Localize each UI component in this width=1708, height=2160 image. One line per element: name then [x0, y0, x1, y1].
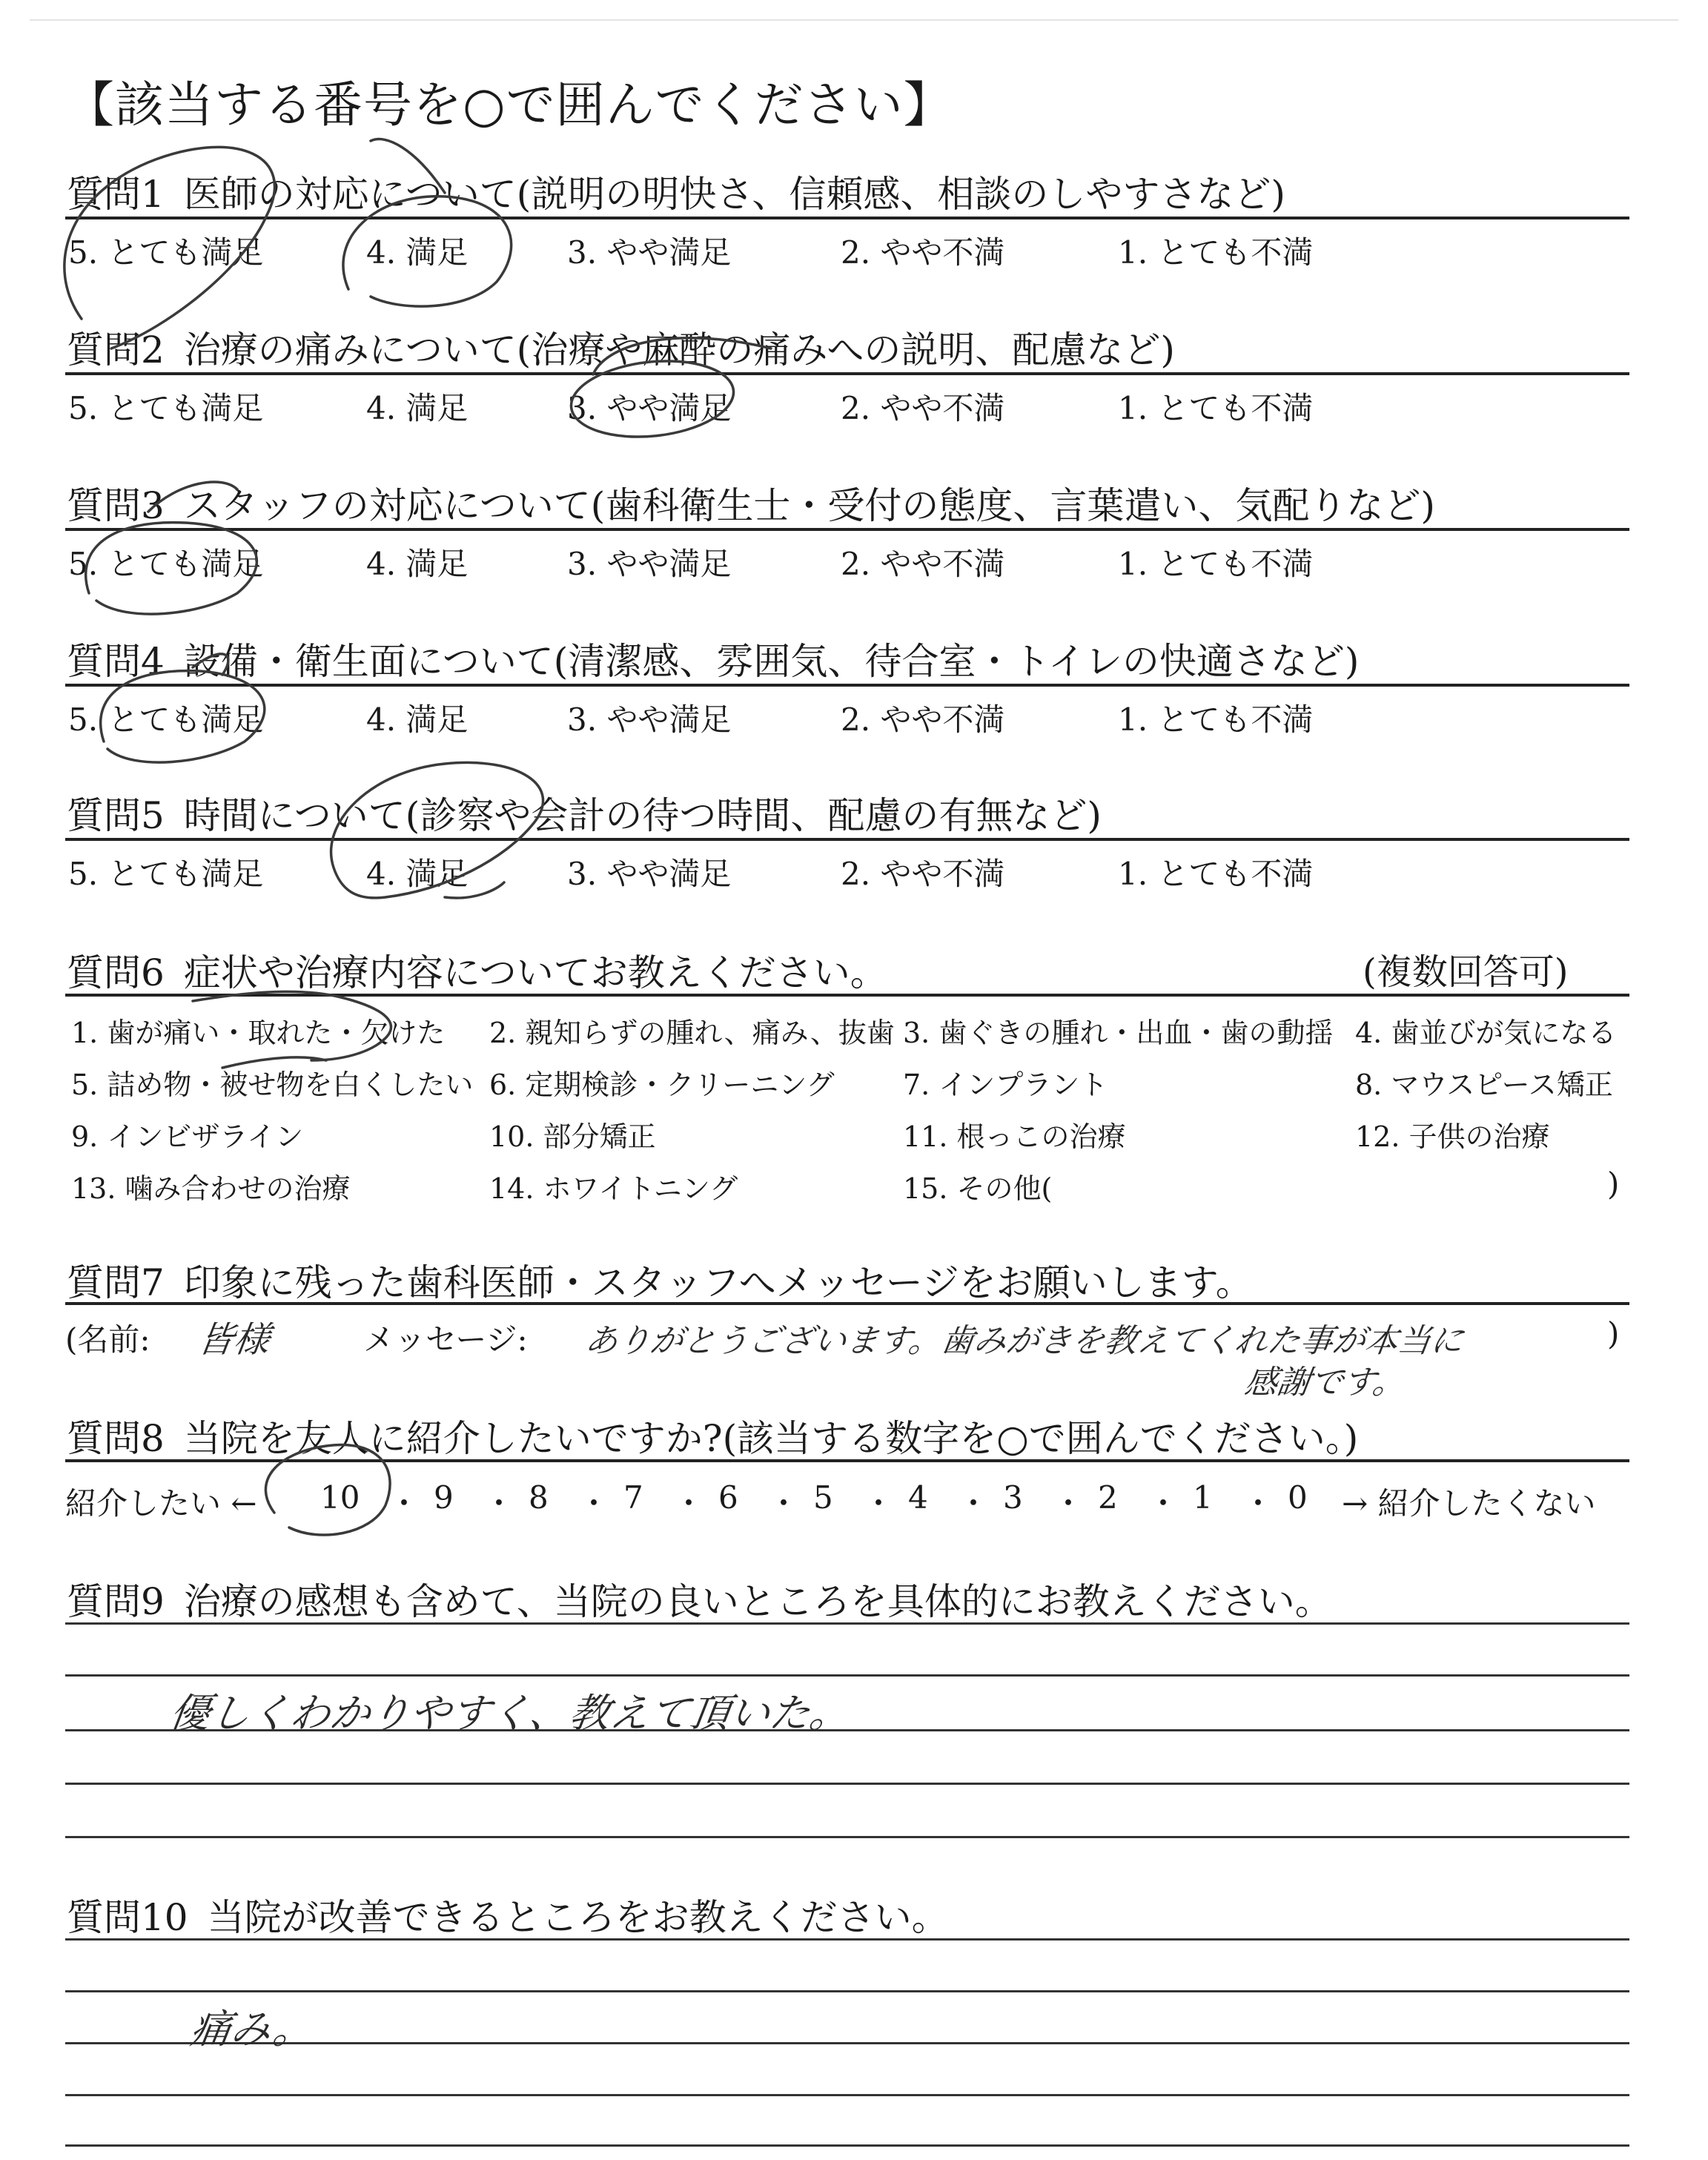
- scale-separator: ・: [958, 1485, 990, 1522]
- question-2-text: 治療の痛みについて(治療や麻酔の痛みへの説明、配慮など): [183, 328, 1175, 371]
- scale-0[interactable]: 0: [1288, 1479, 1308, 1516]
- q6-item-4[interactable]: 4. 歯並びが気になる: [1355, 1017, 1617, 1049]
- q3-option-1[interactable]: 1. とても不満: [1118, 546, 1314, 582]
- q1-option-1[interactable]: 1. とても不満: [1118, 234, 1314, 271]
- q9-answer-line: [65, 1783, 1629, 1785]
- q1-option-4[interactable]: 4. 満足: [366, 234, 469, 271]
- q2-option-1[interactable]: 1. とても不満: [1118, 390, 1314, 426]
- question-10-number: 質問10: [67, 1896, 188, 1939]
- q10-answer-line: [65, 2094, 1629, 2096]
- q6-item-2[interactable]: 2. 親知らずの腫れ、痛み、抜歯: [489, 1017, 895, 1049]
- message-value-line-1[interactable]: ありがとうございます。歯みがきを教えてくれた事が本当に: [582, 1322, 1466, 1360]
- question-9-text: 治療の感想も含めて、当院の良いところを具体的にお教えください。: [183, 1580, 1332, 1623]
- question-1-heading: [67, 165, 1285, 218]
- q6-item-10[interactable]: 10. 部分矯正: [489, 1120, 656, 1153]
- question-4-text: 設備・衛生面について(清潔感、雰囲気、待合室・トイレの快適さなど): [183, 640, 1360, 683]
- q5-option-2[interactable]: 2. やや不満: [841, 856, 1005, 892]
- q5-option-4[interactable]: 4. 満足: [366, 856, 469, 892]
- question-5-rule: [65, 838, 1629, 841]
- scale-1[interactable]: 1: [1193, 1479, 1213, 1516]
- question-2-number: 質問2: [67, 328, 165, 371]
- q9-answer-line: [65, 1836, 1629, 1838]
- question-7-text: 印象に残った歯科医師・スタッフへメッセージをお願いします。: [183, 1261, 1253, 1304]
- question-6-rule: [65, 994, 1629, 997]
- question-6-heading: [67, 943, 887, 997]
- scale-separator: ・: [863, 1485, 895, 1522]
- q10-answer-line: [65, 2144, 1629, 2147]
- question-3-number: 質問3: [67, 484, 165, 527]
- q6-item-12[interactable]: 12. 子供の治療: [1355, 1120, 1550, 1153]
- q1-option-2[interactable]: 2. やや不満: [841, 234, 1005, 271]
- q1-option-5[interactable]: 5. とても満足: [68, 234, 264, 271]
- q6-item-3[interactable]: 3. 歯ぐきの腫れ・出血・歯の動揺: [903, 1017, 1334, 1049]
- question-2-heading: [67, 320, 1175, 374]
- question-9-heading: [67, 1572, 1332, 1625]
- q3-option-3[interactable]: 3. やや満足: [567, 546, 732, 582]
- q10-answer-line: [65, 1938, 1629, 1941]
- q6-item-11[interactable]: 11. 根っこの治療: [903, 1120, 1126, 1153]
- scale-7[interactable]: 7: [623, 1479, 643, 1516]
- q9-answer[interactable]: 優しくわかりやすく、教えて頂いた。: [167, 1690, 853, 1737]
- question-5-text: 時間について(診察や会計の待つ時間、配慮の有無など): [183, 794, 1102, 837]
- question-8-heading: [67, 1409, 1358, 1462]
- q2-option-4[interactable]: 4. 満足: [366, 390, 469, 426]
- q5-option-1[interactable]: 1. とても不満: [1118, 856, 1314, 892]
- scale-separator: ・: [1242, 1485, 1274, 1522]
- page-title: 【該当する番号を○で囲んでください】: [65, 76, 953, 133]
- q5-option-3[interactable]: 3. やや満足: [567, 856, 732, 892]
- question-2-rule: [65, 372, 1629, 375]
- q6-other-close: ): [1607, 1166, 1620, 1202]
- scale-10[interactable]: 10: [320, 1479, 360, 1516]
- scale-2[interactable]: 2: [1098, 1479, 1118, 1516]
- question-4-rule: [65, 684, 1629, 687]
- name-label: (名前:: [65, 1321, 150, 1358]
- question-10-text: 当院が改善できるところをお教えください。: [207, 1896, 949, 1939]
- scale-separator: ・: [1053, 1485, 1085, 1522]
- q6-item-9[interactable]: 9. インビザライン: [71, 1120, 304, 1153]
- scale-separator: ・: [483, 1485, 515, 1522]
- question-8-number: 質問8: [67, 1417, 165, 1460]
- question-1-text: 医師の対応について(説明の明快さ、信頼感、相談のしやすさなど): [183, 173, 1285, 216]
- q3-option-5[interactable]: 5. とても満足: [68, 546, 264, 582]
- scale-3[interactable]: 3: [1003, 1479, 1023, 1516]
- scale-9[interactable]: 9: [434, 1479, 454, 1516]
- question-5-heading: [67, 786, 1102, 839]
- scale-separator: ・: [768, 1485, 800, 1522]
- question-4-heading: [67, 632, 1359, 685]
- scale-8[interactable]: 8: [529, 1479, 549, 1516]
- q6-item-1[interactable]: 1. 歯が痛い・取れた・欠けた: [71, 1017, 446, 1049]
- q9-answer-line: [65, 1674, 1629, 1677]
- question-8-rule: [65, 1459, 1629, 1462]
- question-8-text: 当院を友人に紹介したいですか?(該当する数字を○で囲んでください。): [183, 1417, 1359, 1460]
- q6-item-13[interactable]: 13. 噛み合わせの治療: [71, 1172, 351, 1205]
- q6-item-5[interactable]: 5. 詰め物・被せ物を白くしたい: [71, 1069, 474, 1101]
- question-9-number: 質問9: [67, 1580, 165, 1623]
- scale-separator: ・: [388, 1485, 420, 1522]
- question-6-number: 質問6: [67, 951, 165, 994]
- q6-item-7[interactable]: 7. インプラント: [903, 1069, 1108, 1101]
- question-7-heading: [67, 1253, 1253, 1307]
- message-label: メッセージ:: [363, 1321, 528, 1358]
- scale-separator: ・: [1148, 1485, 1179, 1522]
- question-1-rule: [65, 217, 1629, 219]
- message-close: ): [1607, 1315, 1620, 1352]
- q2-option-2[interactable]: 2. やや不満: [841, 390, 1005, 426]
- q10-answer[interactable]: 痛み。: [188, 2006, 317, 2052]
- question-3-heading: [67, 476, 1435, 529]
- question-3-rule: [65, 528, 1629, 531]
- recommend-right-label: → 紹介したくない: [1342, 1485, 1596, 1522]
- q4-option-2[interactable]: 2. やや不満: [841, 701, 1005, 738]
- q6-item-8[interactable]: 8. マウスピース矯正: [1355, 1069, 1613, 1101]
- q4-option-3[interactable]: 3. やや満足: [567, 701, 732, 738]
- q1-option-3[interactable]: 3. やや満足: [567, 234, 732, 271]
- q2-option-5[interactable]: 5. とても満足: [68, 390, 264, 426]
- question-6-text: 症状や治療内容についてお教えください。: [183, 951, 887, 994]
- q4-option-5[interactable]: 5. とても満足: [68, 701, 264, 738]
- top-border: [30, 19, 1678, 21]
- q3-option-2[interactable]: 2. やや不満: [841, 546, 1005, 582]
- q2-option-3[interactable]: 3. やや満足: [567, 390, 732, 426]
- message-value-line-2[interactable]: 感謝です。: [1242, 1364, 1409, 1401]
- q6-item-6[interactable]: 6. 定期検診・クリーニング: [489, 1069, 835, 1101]
- multiple-answers-note: (複数回答可): [1363, 951, 1569, 993]
- q10-answer-line: [65, 1990, 1629, 1992]
- q4-option-1[interactable]: 1. とても不満: [1118, 701, 1314, 738]
- scale-separator: ・: [673, 1485, 705, 1522]
- recommend-left-label: 紹介したい ←: [65, 1485, 257, 1522]
- question-7-rule: [65, 1302, 1629, 1305]
- scale-6[interactable]: 6: [718, 1479, 738, 1516]
- scale-separator: ・: [578, 1485, 610, 1522]
- q3-option-4[interactable]: 4. 満足: [366, 546, 469, 582]
- question-10-heading: [67, 1888, 949, 1941]
- name-value[interactable]: 皆様: [195, 1319, 273, 1361]
- question-5-number: 質問5: [67, 794, 165, 837]
- question-3-text: スタッフの対応について(歯科衛生士・受付の態度、言葉遣い、気配りなど): [183, 484, 1435, 527]
- q4-option-4[interactable]: 4. 満足: [366, 701, 469, 738]
- question-4-number: 質問4: [67, 640, 165, 683]
- scale-4[interactable]: 4: [908, 1479, 928, 1516]
- scale-5[interactable]: 5: [813, 1479, 833, 1516]
- question-7-number: 質問7: [67, 1261, 165, 1304]
- q9-answer-line: [65, 1622, 1629, 1625]
- q6-item-14[interactable]: 14. ホワイトニング: [489, 1172, 738, 1205]
- question-1-number: 質問1: [67, 173, 165, 216]
- q5-option-5[interactable]: 5. とても満足: [68, 856, 264, 892]
- q6-item-15[interactable]: 15. その他(: [903, 1172, 1053, 1205]
